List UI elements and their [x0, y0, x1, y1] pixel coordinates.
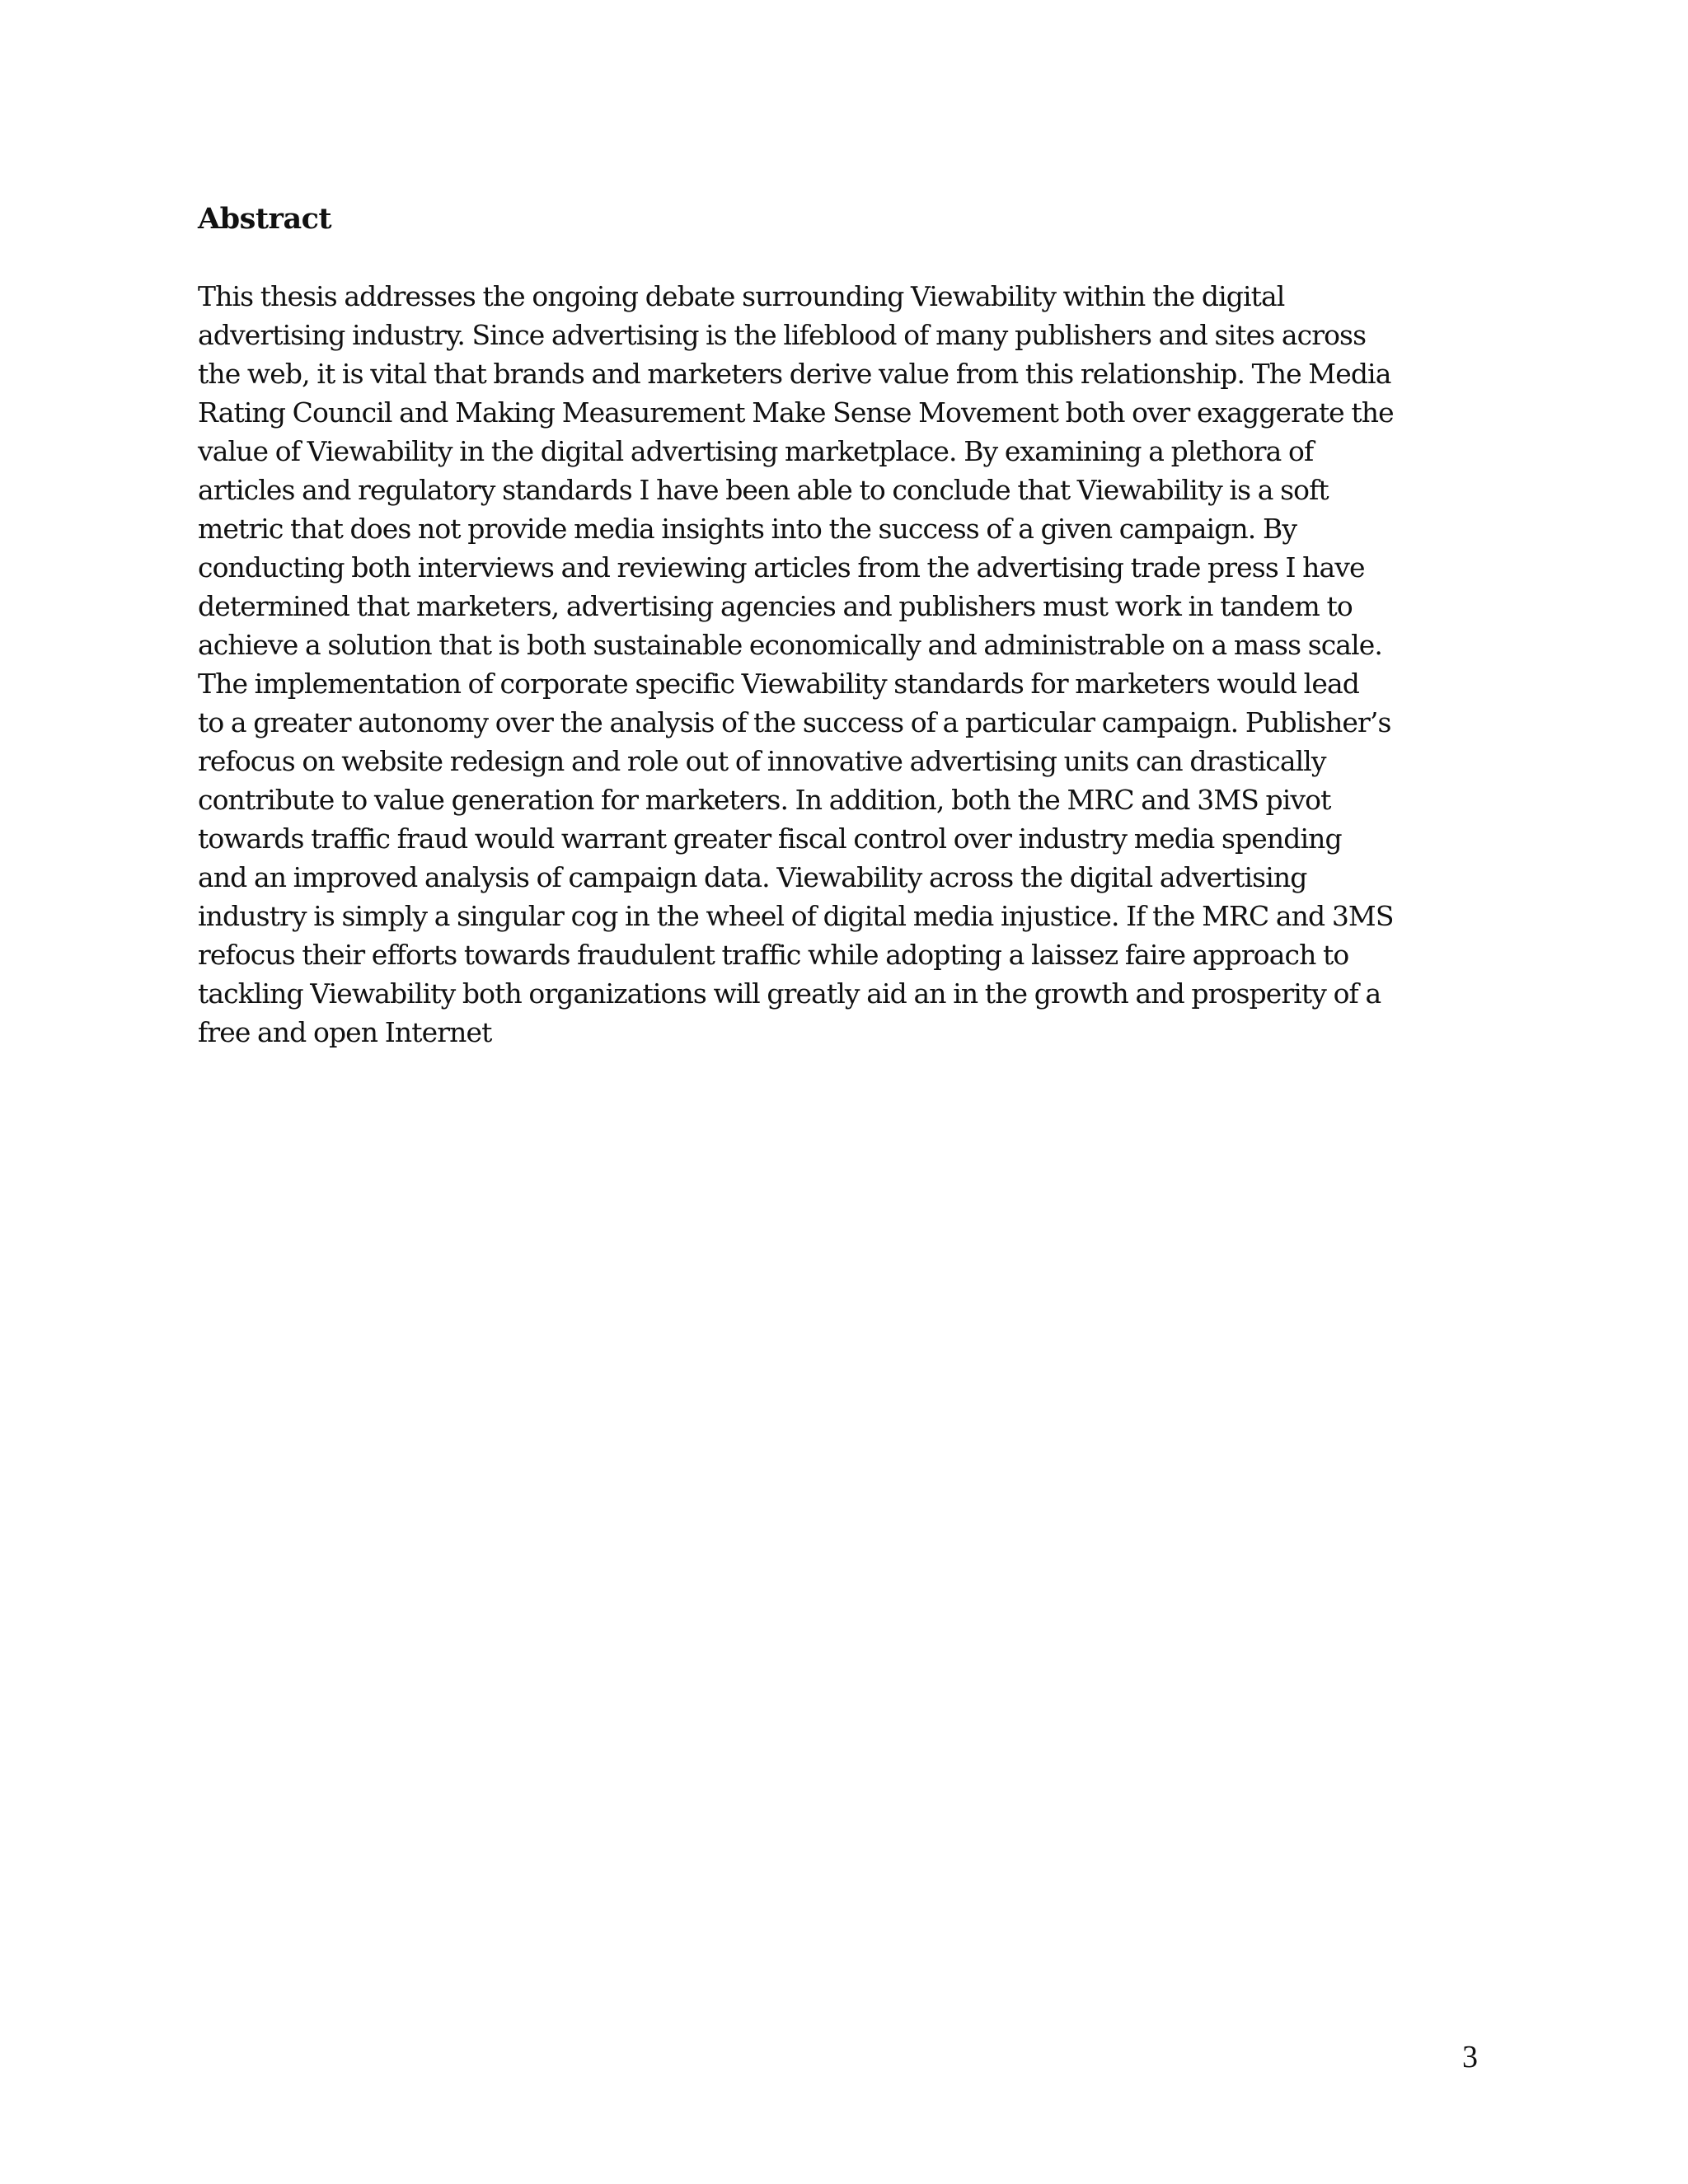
abstract-line: the web, it is vital that brands and marketers derive value from this relationship. The Media — [198, 358, 1391, 390]
abstract-line: This thesis addresses the ongoing debate surrounding Viewability within the digital — [198, 280, 1285, 312]
abstract-line: free and open Internet — [198, 1016, 492, 1048]
page-number: 3 — [1462, 2040, 1478, 2074]
abstract-line: towards traffic fraud would warrant greater fiscal control over industry media spending — [198, 823, 1342, 855]
abstract-line: contribute to value generation for marketers. In addition, both the MRC and 3MS pivot — [198, 784, 1331, 816]
abstract-line: refocus their efforts towards fraudulent traffic while adopting a laissez faire approach to — [198, 939, 1349, 971]
abstract-line: advertising industry. Since advertising is the lifeblood of many publishers and sites across — [198, 319, 1367, 351]
abstract-line: to a greater autonomy over the analysis of the success of a particular campaign. Publisher’s — [198, 706, 1391, 738]
abstract-line: industry is simply a singular cog in the wheel of digital media injustice. If the MRC and 3MS — [198, 900, 1394, 932]
abstract-paragraph — [198, 277, 1533, 1052]
abstract-line: refocus on website redesign and role out of innovative advertising units can drastically — [198, 745, 1326, 777]
abstract-line: articles and regulatory standards I have been able to conclude that Viewability is a soft — [198, 474, 1329, 506]
abstract-line: determined that marketers, advertising agencies and publishers must work in tandem to — [198, 590, 1353, 622]
abstract-line: The implementation of corporate specific Viewability standards for marketers would lead — [198, 668, 1359, 700]
abstract-line: value of Viewability in the digital advertising marketplace. By examining a plethora of — [198, 435, 1314, 467]
abstract-line: achieve a solution that is both sustainable economically and administrable on a mass scale. — [198, 629, 1382, 661]
abstract-line: metric that does not provide media insights into the success of a given campaign. By — [198, 513, 1297, 545]
abstract-line: and an improved analysis of campaign data. Viewability across the digital advertising — [198, 861, 1307, 893]
abstract-line: Rating Council and Making Measurement Make Sense Movement both over exaggerate the — [198, 396, 1394, 429]
abstract-line: tackling Viewability both organizations will greatly aid an in the growth and prosperity of a — [198, 977, 1381, 1010]
section-heading: Abstract — [198, 202, 332, 236]
abstract-line: conducting both interviews and reviewing articles from the advertising trade press I have — [198, 551, 1365, 583]
